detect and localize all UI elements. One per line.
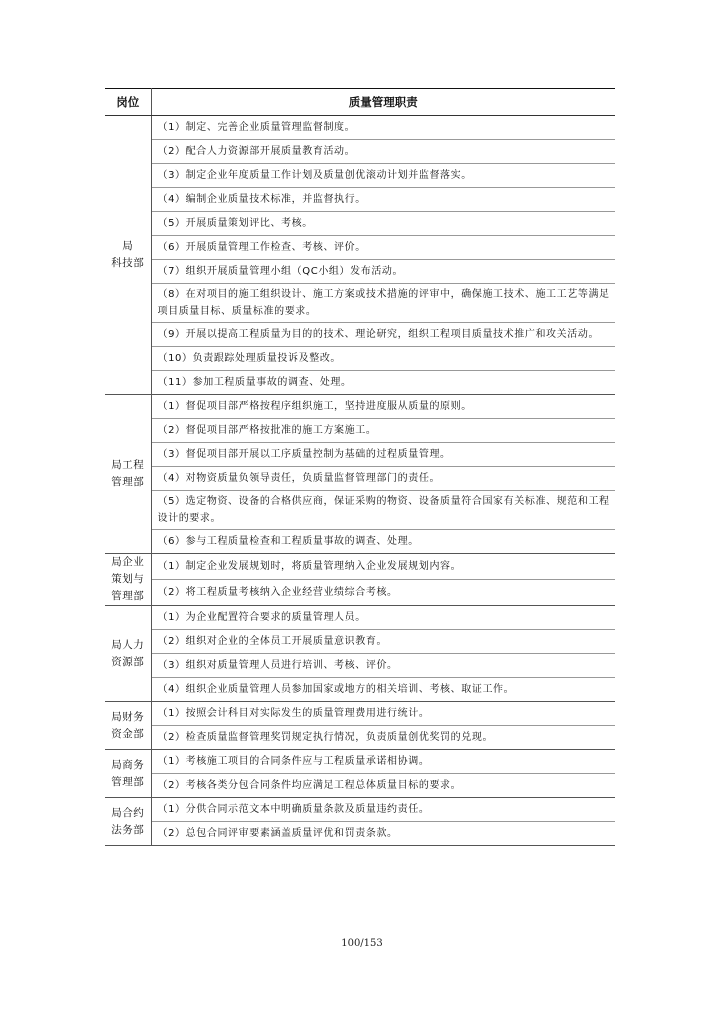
duty-cell: （4）编制企业质量技术标准，并监督执行。 <box>151 188 615 212</box>
duty-cell: （1）督促项目部严格按程序组织施工，坚持进度服从质量的原则。 <box>151 395 615 419</box>
table-row <box>105 822 615 846</box>
duty-cell: （5）开展质量策划评比、考核。 <box>151 212 615 236</box>
table-row <box>105 164 615 188</box>
duty-cell: （4）组织企业质量管理人员参加国家或地方的相关培训、考核、取证工作。 <box>151 678 615 702</box>
department-cell: 局合约 法务部 <box>105 798 151 846</box>
duty-cell: （2）将工程质量考核纳入企业经营业绩综合考核。 <box>151 580 615 606</box>
duty-cell: （2）考核各类分包合同条件均应满足工程总体质量目标的要求。 <box>151 774 615 798</box>
duty-cell: （9）开展以提高工程质量为目的的技术、理论研究，组织工程项目质量技术推广和攻关活动。 <box>151 323 615 347</box>
table-row <box>105 419 615 443</box>
table-row <box>105 323 615 347</box>
table-row <box>105 371 615 395</box>
duties-table <box>105 88 615 846</box>
table-row <box>105 395 615 419</box>
table-row <box>105 798 615 822</box>
department-cell: 局财务 资金部 <box>105 702 151 750</box>
table-row <box>105 554 615 580</box>
department-cell: 局企业 策划与 管理部 <box>105 554 151 606</box>
table-row <box>105 606 615 630</box>
duty-cell: （1）制定、完善企业质量管理监督制度。 <box>151 116 615 140</box>
duty-cell: （1）制定企业发展规划时，将质量管理纳入企业发展规划内容。 <box>151 554 615 580</box>
table-row <box>105 726 615 750</box>
duty-cell: （5）选定物资、设备的合格供应商，保证采购的物资、设备质量符合国家有关标准、规范和工程设计的要求。 <box>151 491 615 530</box>
duty-cell: （3）督促项目部开展以工序质量控制为基础的过程质量管理。 <box>151 443 615 467</box>
table-row <box>105 284 615 323</box>
duty-cell: （2）配合人力资源部开展质量教育活动。 <box>151 140 615 164</box>
page-number: 100/153 <box>341 938 383 949</box>
header-position: 岗位 <box>105 89 151 116</box>
table-row <box>105 236 615 260</box>
table-row <box>105 260 615 284</box>
duty-cell: （11）参加工程质量事故的调查、处理。 <box>151 371 615 395</box>
duty-cell: （1）按照会计科目对实际发生的质量管理费用进行统计。 <box>151 702 615 726</box>
duty-cell: （2）检查质量监督管理奖罚规定执行情况，负责质量创优奖罚的兑现。 <box>151 726 615 750</box>
duty-cell: （2）总包合同评审要素涵盖质量评优和罚责条款。 <box>151 822 615 846</box>
table-row <box>105 702 615 726</box>
table-row <box>105 443 615 467</box>
table-row <box>105 630 615 654</box>
table-row <box>105 212 615 236</box>
duty-cell: （2）组织对企业的全体员工开展质量意识教育。 <box>151 630 615 654</box>
duty-cell: （3）组织对质量管理人员进行培训、考核、评价。 <box>151 654 615 678</box>
table-row <box>105 774 615 798</box>
table-row <box>105 530 615 554</box>
duty-cell: （10）负责跟踪处理质量投诉及整改。 <box>151 347 615 371</box>
table-row <box>105 654 615 678</box>
duty-cell: （6）参与工程质量检查和工程质量事故的调查、处理。 <box>151 530 615 554</box>
duty-cell: （1）为企业配置符合要求的质量管理人员。 <box>151 606 615 630</box>
header-responsibilities: 质量管理职责 <box>151 89 615 116</box>
duty-cell: （7）组织开展质量管理小组（QC小组）发布活动。 <box>151 260 615 284</box>
duty-cell: （6）开展质量管理工作检查、考核、评价。 <box>151 236 615 260</box>
duty-cell: （2）督促项目部严格按批准的施工方案施工。 <box>151 419 615 443</box>
table-row <box>105 116 615 140</box>
table-body <box>105 116 615 846</box>
table-row <box>105 467 615 491</box>
table-row <box>105 491 615 530</box>
department-cell: 局人力 资源部 <box>105 606 151 702</box>
department-cell: 局商务 管理部 <box>105 750 151 798</box>
table-row <box>105 580 615 606</box>
duty-cell: （8）在对项目的施工组织设计、施工方案或技术措施的评审中，确保施工技术、施工工艺等满足项目质量目标、质量标准的要求。 <box>151 284 615 323</box>
table-row <box>105 347 615 371</box>
table-row <box>105 140 615 164</box>
table-row <box>105 750 615 774</box>
department-cell: 局 科技部 <box>105 116 151 395</box>
table-header-row <box>105 89 615 116</box>
duty-cell: （3）制定企业年度质量工作计划及质量创优滚动计划并监督落实。 <box>151 164 615 188</box>
table-row <box>105 188 615 212</box>
table-row <box>105 678 615 702</box>
duty-cell: （1）分供合同示范文本中明确质量条款及质量违约责任。 <box>151 798 615 822</box>
duty-cell: （1）考核施工项目的合同条件应与工程质量承诺相协调。 <box>151 750 615 774</box>
duty-cell: （4）对物资质量负领导责任，负质量监督管理部门的责任。 <box>151 467 615 491</box>
department-cell: 局工程 管理部 <box>105 395 151 554</box>
